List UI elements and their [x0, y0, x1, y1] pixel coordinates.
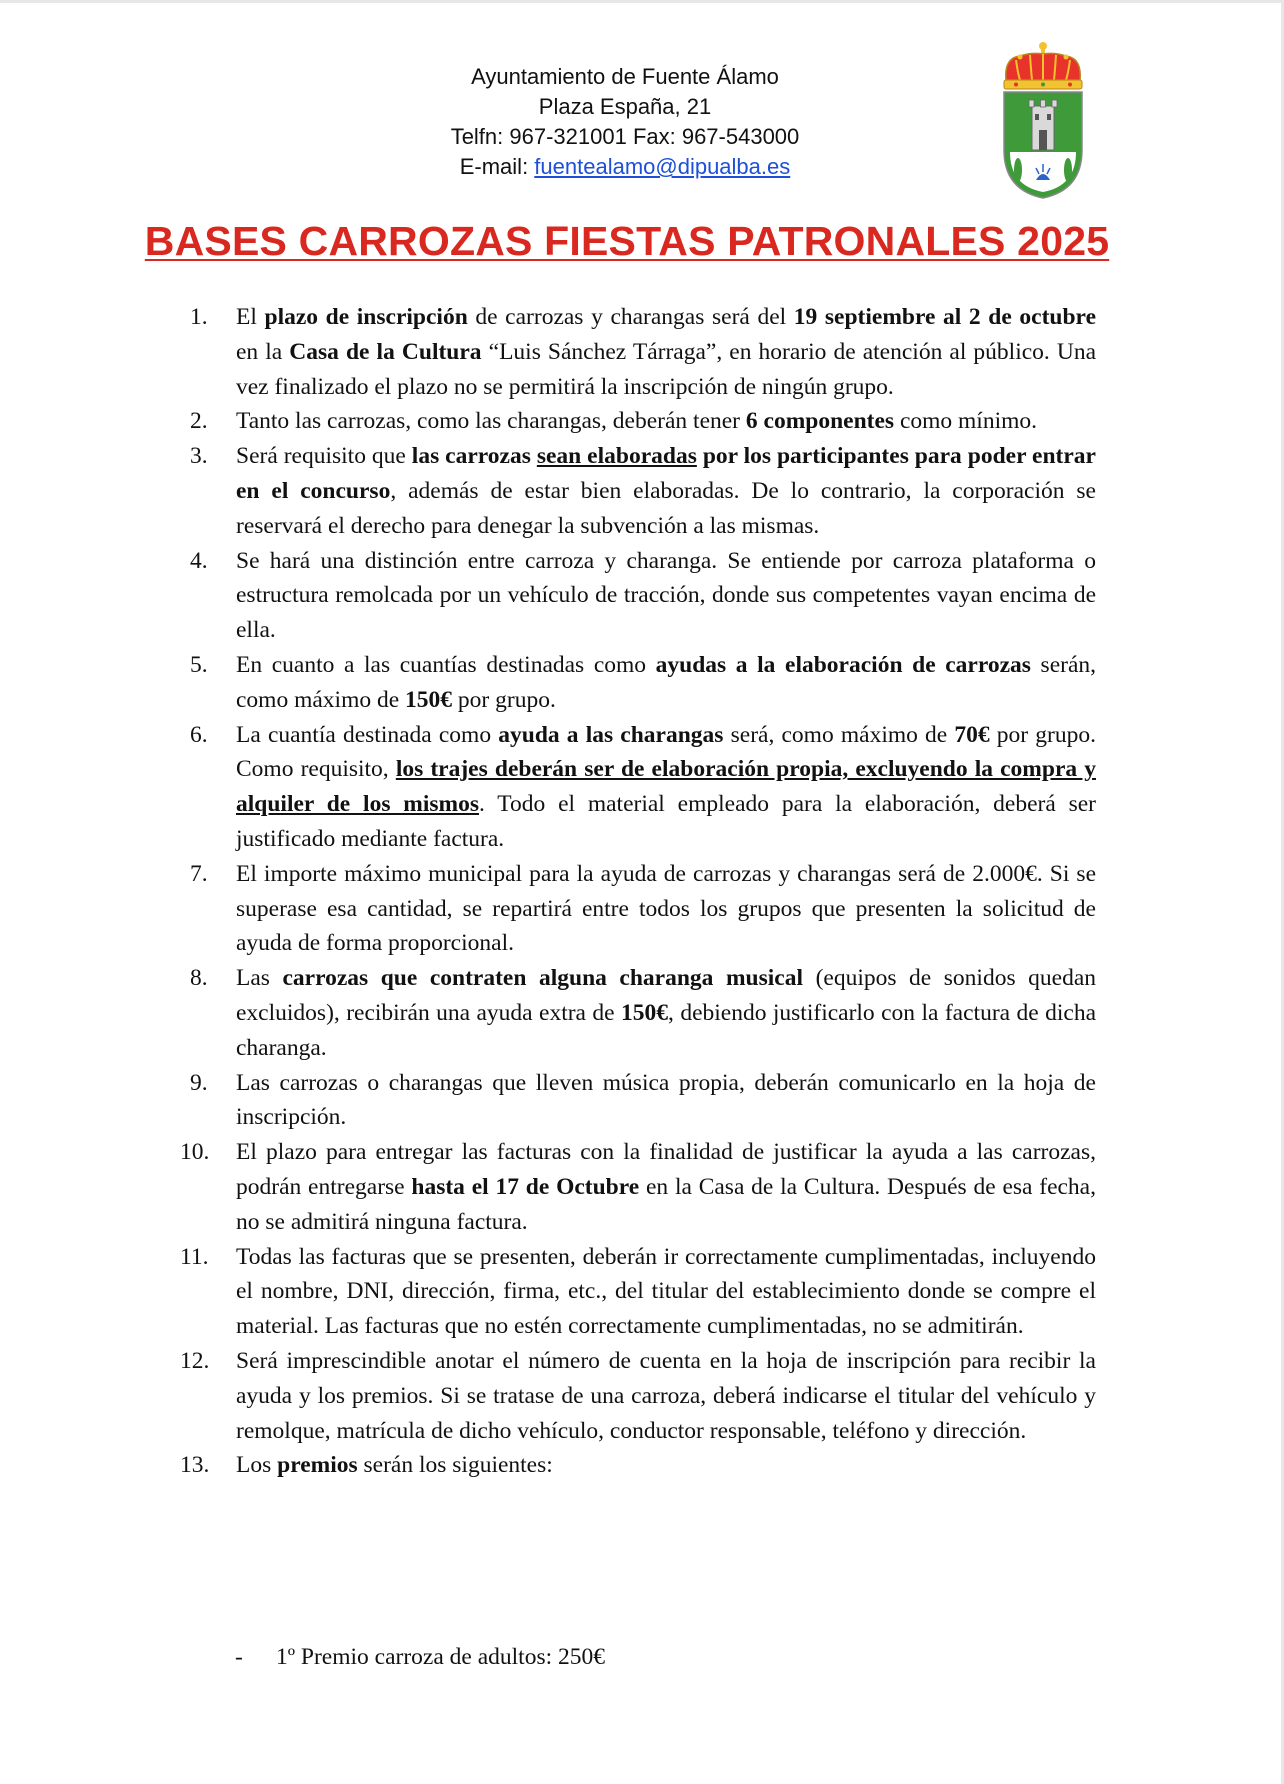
rule-13: 13. Los premios serán los siguientes: — [0, 1448, 1096, 1483]
rule-number: 9. — [190, 1069, 208, 1096]
org-address: Plaza España, 21 — [538, 94, 712, 119]
rule-number: 2. — [190, 408, 208, 435]
rule-10: 10. El plazo para entregar las facturas con la finalidad de justificar la ayuda a las carrozas, podrán entregarse hasta el 17 de Octubre en la Casa de la Cultura. Después de esa fecha, no se admitirá ninguna factura. — [0, 1135, 1096, 1239]
letterhead — [280, 62, 970, 182]
rule-number: 1. — [190, 304, 208, 330]
municipal-coat-of-arms-icon — [996, 40, 1090, 200]
rule-number: 12. — [180, 1347, 210, 1374]
rule-3: 3. Será requisito que las carrozas sean elaboradas por los participantes para poder entrar en el concurso, además de estar bien elaboradas. De lo contrario, la corporación se reservará el derecho para denegar la subvención a las mismas. — [0, 439, 1096, 543]
prize-text: 1º Premio carroza de adultos: 250€ — [276, 1644, 606, 1670]
rule-7: 7. El importe máximo municipal para la ayuda de carrozas y charangas será de 2.000€. Si se superase esa cantidad, se repartirá entre todos los grupos que presenten la solicitud de ayuda de forma proporcional. — [0, 857, 1096, 961]
rules-list — [0, 300, 1284, 1483]
rule-11: 11. Todas las facturas que se presenten, deberán ir correctamente cumplimentadas, incluyendo el nombre, DNI, dirección, firma, etc., del titular del establecimiento donde se compre el material. Las facturas que no estén correctamente cumplimentadas, no se admitirán. — [0, 1240, 1096, 1344]
rule-number: 5. — [190, 651, 208, 678]
document-title: BASES CARROZAS FIESTAS PATRONALES 2025 — [144, 218, 1110, 264]
rule-4: 4. Se hará una distinción entre carroza y charanga. Se entiende por carroza plataforma o estructura remolcada por un vehículo de tracción, donde sus competentes vayan encima de ella. — [0, 544, 1096, 648]
email-label: E-mail: — [459, 154, 535, 179]
rule-9: 9. Las carrozas o charangas que lleven música propia, deberán comunicarlo en la hoja de inscripción. — [0, 1066, 1096, 1136]
crown-icon — [1004, 42, 1082, 89]
org-email-line — [280, 152, 970, 182]
org-name: Ayuntamiento de Fuente Álamo — [471, 64, 779, 89]
rule-8: 8. Las carrozas que contraten alguna charanga musical (equipos de sonidos quedan excluidos), recibirán una ayuda extra de 150€, debiendo justificarlo con la factura de dicha charanga. — [0, 961, 1096, 1065]
rule-number: 11. — [180, 1243, 209, 1270]
bullet-dash: - — [235, 1644, 243, 1670]
rule-12: 12. Será imprescindible anotar el número de cuenta en la hoja de inscripción para recibir la ayuda y los premios. Si se tratase de una carroza, deberá indicarse el titular del vehículo y remolque, matrícula de dicho vehículo, conductor responsable, teléfono y dirección. — [0, 1344, 1096, 1448]
rule-number: 13. — [180, 1452, 210, 1479]
shield-icon — [1004, 92, 1082, 198]
rule-2: 2. Tanto las carrozas, como las charangas, deberán tener 6 componentes como mínimo. — [0, 404, 1096, 439]
rule-number: 3. — [190, 443, 208, 470]
page-edge-top — [0, 0, 1284, 3]
rule-number: 8. — [190, 965, 208, 992]
rule-5: 5. En cuanto a las cuantías destinadas como ayudas a la elaboración de carrozas serán, como máximo de 150€ por grupo. — [0, 648, 1096, 718]
rule-6: 6. La cuantía destinada como ayuda a las charangas será, como máximo de 70€ por grupo. Como requisito, los trajes deberán ser de elaboración propia, excluyendo la compra y alquiler de los mismos. Todo el material empleado para la elaboración, deberá ser justificado mediante factura. — [0, 718, 1096, 857]
rule-number: 10. — [180, 1139, 210, 1166]
rule-number: 4. — [190, 547, 208, 574]
rule-1: 1. El plazo de inscripción de carrozas y charangas será del 19 septiembre al 2 de octubre en la Casa de la Cultura “Luis Sánchez Tárraga”, en horario de atención al público. Una vez finalizado el plazo no se permitirá la inscripción de ningún grupo. — [0, 300, 1096, 404]
rule-number: 7. — [190, 860, 208, 887]
prize-item — [236, 1640, 605, 1674]
org-phones: Telfn: 967-321001 Fax: 967-543000 — [450, 124, 800, 149]
email-link[interactable]: fuentealamo@dipualba.es — [534, 154, 791, 179]
rule-number: 6. — [190, 721, 208, 748]
